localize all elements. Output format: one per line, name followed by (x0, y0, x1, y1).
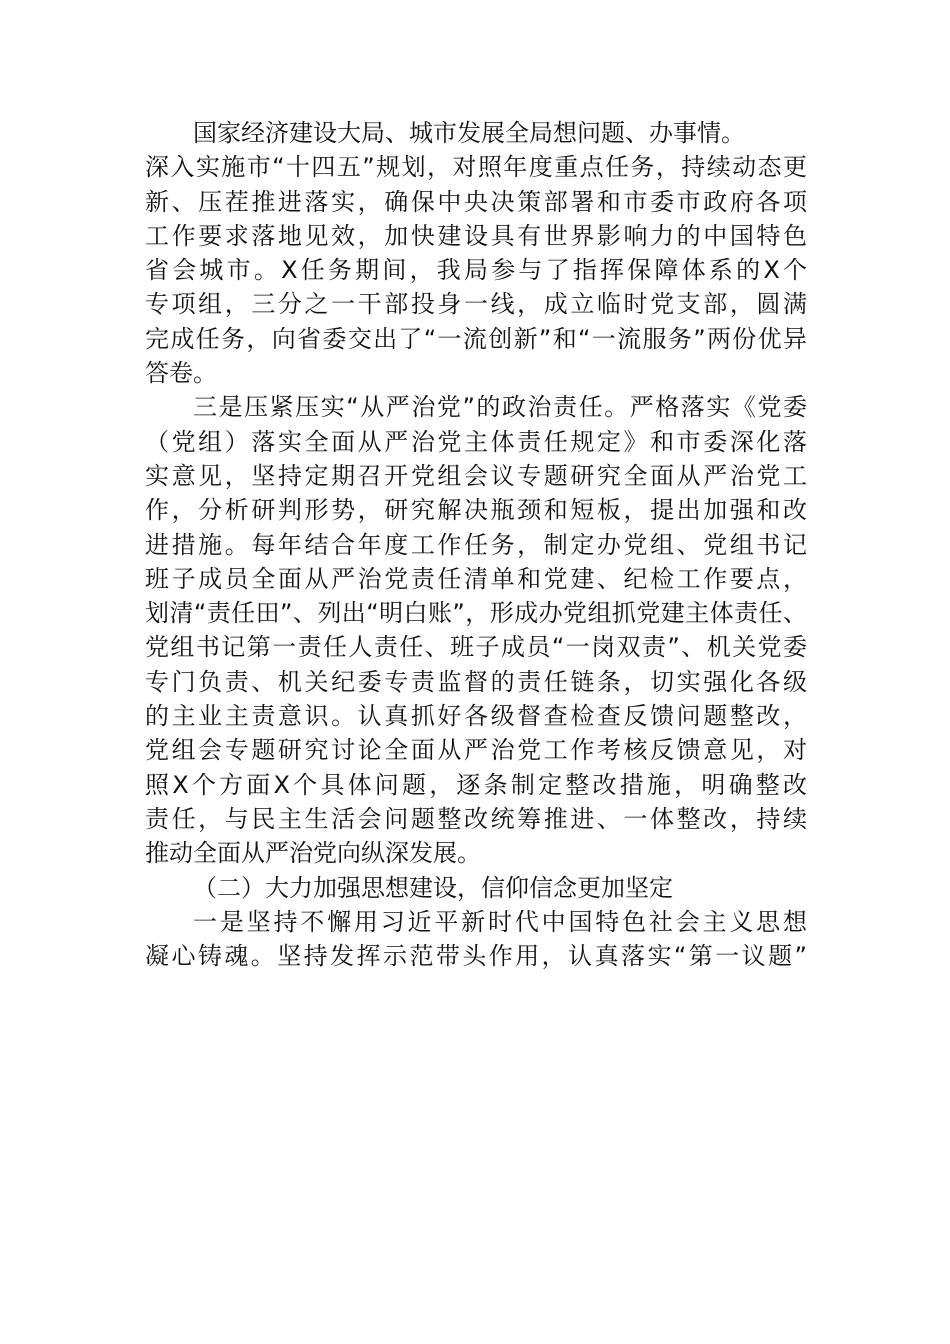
text-line: （二）大力加强思想建设，信仰信念更加坚定 (193, 873, 673, 902)
text-line: 专项组，三分之一干部投身一线，成立临时党支部，圆满 (145, 290, 807, 319)
text-line: 专门负责、机关纪委专责监督的责任链条，切实强化各级 (145, 667, 807, 696)
text-line: 新、压茬推进落实，确保中央决策部署和市委市政府各项 (145, 187, 807, 216)
text-line: 省会城市。X任务期间，我局参与了指挥保障体系的X个 (145, 256, 807, 285)
text-line: 实意见，坚持定期召开党组会议专题研究全面从严治党工 (145, 461, 807, 490)
text-line: 工作要求落地见效，加快建设具有世界影响力的中国特色 (145, 221, 807, 250)
text-line: 作，分析研判形势，研究解决瓶颈和短板，提出加强和改 (145, 496, 807, 525)
document-body (145, 116, 807, 973)
text-line: 党组书记第一责任人责任、班子成员“一岗双责”、机关党委 (145, 633, 807, 662)
text-line: 完成任务，向省委交出了“一流创新”和“一流服务”两份优异 (145, 324, 807, 353)
text-line: 一是坚持不懈用习近平新时代中国特色社会主义思想 (193, 907, 807, 936)
text-line: 答卷。 (145, 359, 217, 388)
text-line: 推动全面从严治党向纵深发展。 (145, 839, 481, 868)
text-line: 划清“责任田”、列出“明白账”，形成办党组抓党建主体责任、 (145, 599, 807, 628)
text-line: 凝心铸魂。坚持发挥示范带头作用，认真落实“第一议题” (145, 942, 807, 971)
text-line: 照X个方面X个具体问题，逐条制定整改措施，明确整改 (145, 770, 807, 799)
text-line: 的主业主责意识。认真抓好各级督查检查反馈问题整改， (145, 702, 807, 731)
text-line: 班子成员全面从严治党责任清单和党建、纪检工作要点， (145, 564, 807, 593)
text-line: 国家经济建设大局、城市发展全局想问题、办事情。 (193, 119, 745, 147)
text-line: 深入实施市“十四五”规划，对照年度重点任务，持续动态更 (145, 153, 807, 182)
text-line: 责任，与民主生活会问题整改统筹推进、一体整改，持续 (145, 804, 807, 833)
text-line: 三是压紧压实“从严治党”的政治责任。严格落实《党委 (193, 393, 807, 422)
text-line: 进措施。每年结合年度工作任务，制定办党组、党组书记 (145, 530, 807, 559)
text-line: 党组会专题研究讨论全面从严治党工作考核反馈意见，对 (145, 736, 807, 765)
text-line: （党组）落实全面从严治党主体责任规定》和市委深化落 (145, 427, 807, 456)
